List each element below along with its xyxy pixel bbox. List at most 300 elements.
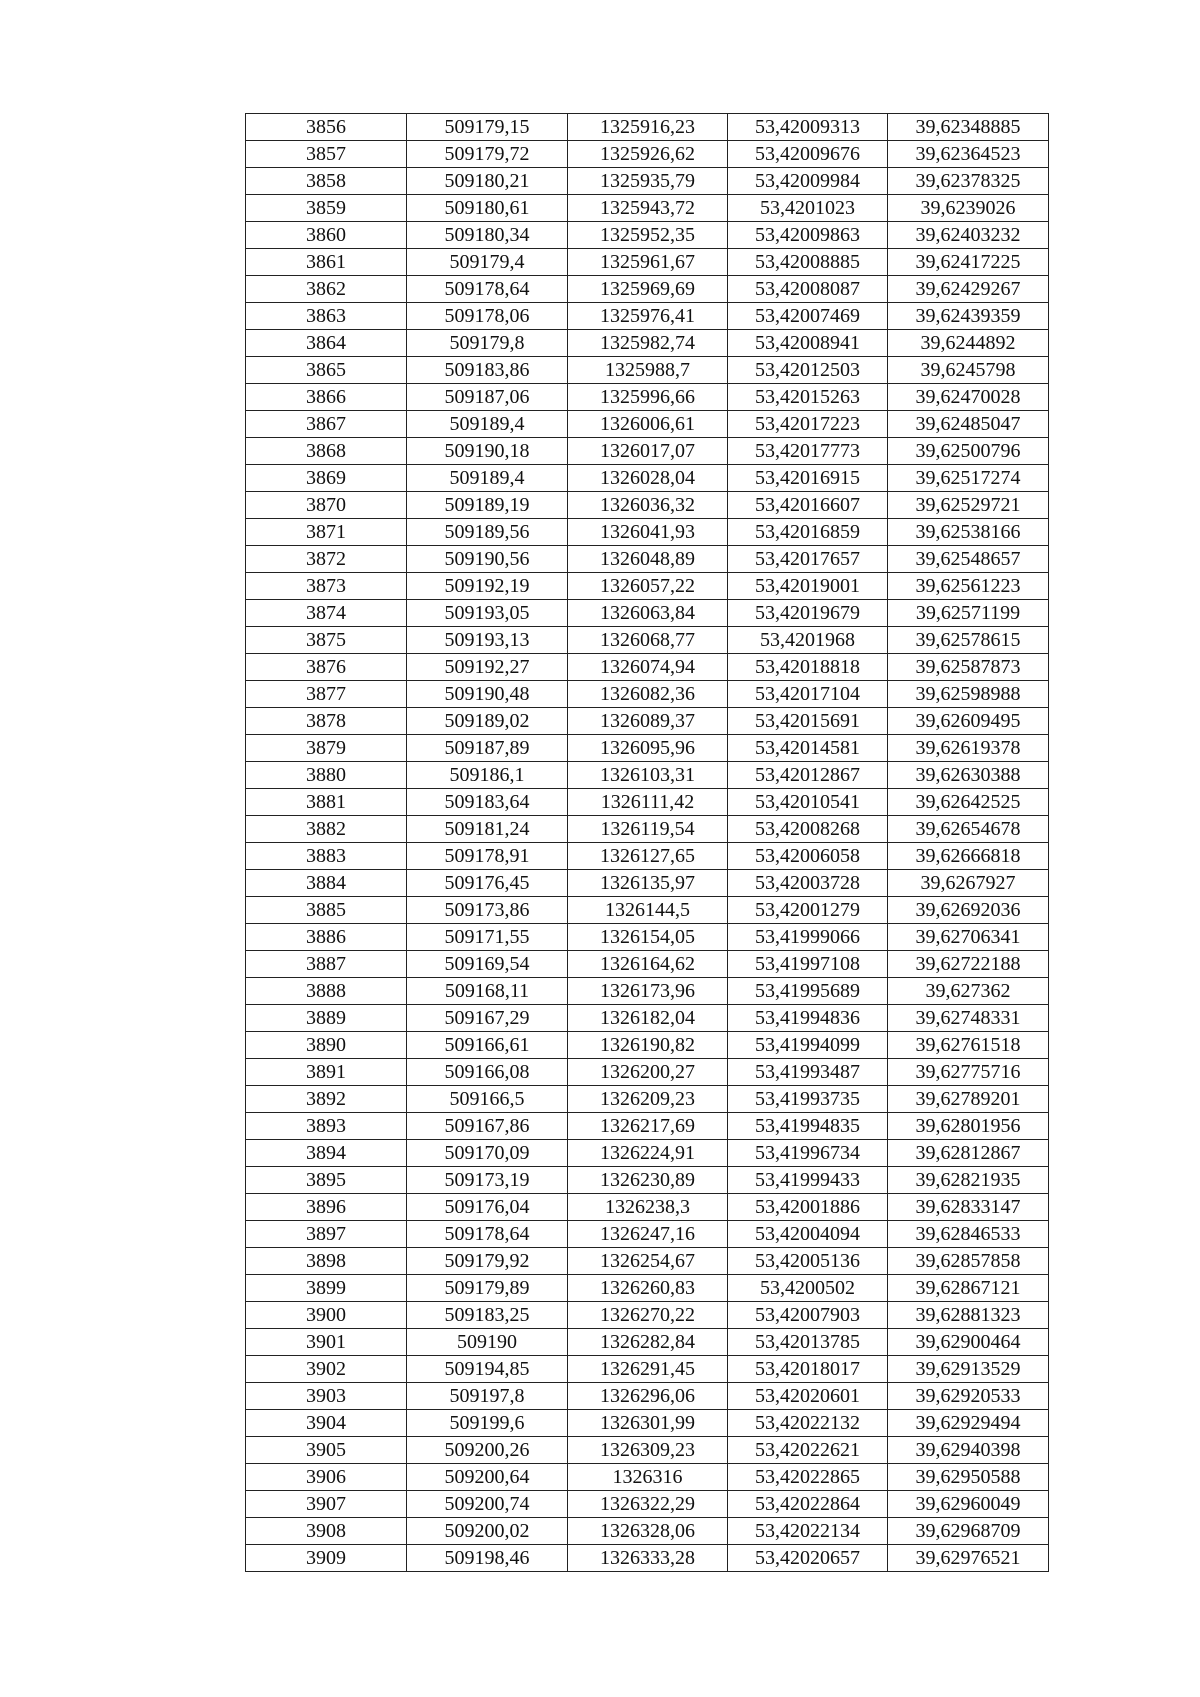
latitude-cell: 53,41993487 [728,1059,888,1086]
point-number-cell: 3876 [246,654,407,681]
x-coordinate-cell: 509166,5 [407,1086,568,1113]
latitude-cell: 53,41994836 [728,1005,888,1032]
x-coordinate-cell: 509189,4 [407,465,568,492]
x-coordinate-cell: 509169,54 [407,951,568,978]
y-coordinate-cell: 1326316 [568,1464,728,1491]
longitude-cell: 39,62609495 [888,708,1049,735]
x-coordinate-cell: 509197,8 [407,1383,568,1410]
y-coordinate-cell: 1326173,96 [568,978,728,1005]
x-coordinate-cell: 509187,89 [407,735,568,762]
latitude-cell: 53,41999066 [728,924,888,951]
x-coordinate-cell: 509200,64 [407,1464,568,1491]
y-coordinate-cell: 1326270,22 [568,1302,728,1329]
longitude-cell: 39,62666818 [888,843,1049,870]
latitude-cell: 53,42010541 [728,789,888,816]
y-coordinate-cell: 1325976,41 [568,303,728,330]
longitude-cell: 39,62960049 [888,1491,1049,1518]
table-row [246,1383,1049,1410]
latitude-cell: 53,4200502 [728,1275,888,1302]
table-row [246,1005,1049,1032]
y-coordinate-cell: 1325952,35 [568,222,728,249]
point-number-cell: 3882 [246,816,407,843]
longitude-cell: 39,62920533 [888,1383,1049,1410]
point-number-cell: 3901 [246,1329,407,1356]
x-coordinate-cell: 509179,72 [407,141,568,168]
y-coordinate-cell: 1326260,83 [568,1275,728,1302]
point-number-cell: 3870 [246,492,407,519]
y-coordinate-cell: 1326103,31 [568,762,728,789]
latitude-cell: 53,42001886 [728,1194,888,1221]
y-coordinate-cell: 1325988,7 [568,357,728,384]
latitude-cell: 53,42020657 [728,1545,888,1572]
point-number-cell: 3863 [246,303,407,330]
latitude-cell: 53,42009313 [728,114,888,141]
table-row [246,1248,1049,1275]
x-coordinate-cell: 509194,85 [407,1356,568,1383]
x-coordinate-cell: 509179,89 [407,1275,568,1302]
x-coordinate-cell: 509199,6 [407,1410,568,1437]
x-coordinate-cell: 509181,24 [407,816,568,843]
x-coordinate-cell: 509179,4 [407,249,568,276]
latitude-cell: 53,42022621 [728,1437,888,1464]
y-coordinate-cell: 1326301,99 [568,1410,728,1437]
point-number-cell: 3908 [246,1518,407,1545]
point-number-cell: 3858 [246,168,407,195]
y-coordinate-cell: 1325969,69 [568,276,728,303]
longitude-cell: 39,627362 [888,978,1049,1005]
x-coordinate-cell: 509193,05 [407,600,568,627]
latitude-cell: 53,42016915 [728,465,888,492]
y-coordinate-cell: 1326217,69 [568,1113,728,1140]
table-row [246,924,1049,951]
table-row [246,573,1049,600]
table-row [246,141,1049,168]
table-row [246,1329,1049,1356]
table-row [246,600,1049,627]
table-row [246,1086,1049,1113]
latitude-cell: 53,42019001 [728,573,888,600]
latitude-cell: 53,42016859 [728,519,888,546]
y-coordinate-cell: 1326154,05 [568,924,728,951]
x-coordinate-cell: 509179,92 [407,1248,568,1275]
point-number-cell: 3869 [246,465,407,492]
y-coordinate-cell: 1326144,5 [568,897,728,924]
table-row [246,870,1049,897]
y-coordinate-cell: 1325935,79 [568,168,728,195]
point-number-cell: 3880 [246,762,407,789]
latitude-cell: 53,42022864 [728,1491,888,1518]
point-number-cell: 3868 [246,438,407,465]
x-coordinate-cell: 509171,55 [407,924,568,951]
table-row [246,789,1049,816]
table-row [246,195,1049,222]
x-coordinate-cell: 509167,29 [407,1005,568,1032]
longitude-cell: 39,6267927 [888,870,1049,897]
x-coordinate-cell: 509166,08 [407,1059,568,1086]
table-row [246,1491,1049,1518]
y-coordinate-cell: 1325961,67 [568,249,728,276]
table-row [246,897,1049,924]
longitude-cell: 39,62630388 [888,762,1049,789]
point-number-cell: 3885 [246,897,407,924]
latitude-cell: 53,42008885 [728,249,888,276]
table-row [246,249,1049,276]
latitude-cell: 53,42012867 [728,762,888,789]
latitude-cell: 53,42013785 [728,1329,888,1356]
y-coordinate-cell: 1326164,62 [568,951,728,978]
latitude-cell: 53,42001279 [728,897,888,924]
latitude-cell: 53,41993735 [728,1086,888,1113]
y-coordinate-cell: 1326322,29 [568,1491,728,1518]
latitude-cell: 53,42007903 [728,1302,888,1329]
longitude-cell: 39,62587873 [888,654,1049,681]
latitude-cell: 53,42006058 [728,843,888,870]
point-number-cell: 3904 [246,1410,407,1437]
x-coordinate-cell: 509166,61 [407,1032,568,1059]
longitude-cell: 39,6245798 [888,357,1049,384]
latitude-cell: 53,42014581 [728,735,888,762]
coordinates-table-body [246,114,1049,1572]
point-number-cell: 3871 [246,519,407,546]
table-row [246,1167,1049,1194]
point-number-cell: 3865 [246,357,407,384]
longitude-cell: 39,62619378 [888,735,1049,762]
latitude-cell: 53,42017773 [728,438,888,465]
y-coordinate-cell: 1326135,97 [568,870,728,897]
y-coordinate-cell: 1326063,84 [568,600,728,627]
x-coordinate-cell: 509190 [407,1329,568,1356]
point-number-cell: 3905 [246,1437,407,1464]
x-coordinate-cell: 509176,04 [407,1194,568,1221]
latitude-cell: 53,4201023 [728,195,888,222]
y-coordinate-cell: 1326089,37 [568,708,728,735]
x-coordinate-cell: 509178,91 [407,843,568,870]
x-coordinate-cell: 509192,19 [407,573,568,600]
point-number-cell: 3872 [246,546,407,573]
y-coordinate-cell: 1326017,07 [568,438,728,465]
table-row [246,1140,1049,1167]
latitude-cell: 53,42008087 [728,276,888,303]
latitude-cell: 53,42009863 [728,222,888,249]
longitude-cell: 39,62881323 [888,1302,1049,1329]
x-coordinate-cell: 509200,26 [407,1437,568,1464]
point-number-cell: 3859 [246,195,407,222]
longitude-cell: 39,62364523 [888,141,1049,168]
point-number-cell: 3903 [246,1383,407,1410]
longitude-cell: 39,62775716 [888,1059,1049,1086]
x-coordinate-cell: 509176,45 [407,870,568,897]
table-row [246,1302,1049,1329]
latitude-cell: 53,41996734 [728,1140,888,1167]
latitude-cell: 53,42012503 [728,357,888,384]
x-coordinate-cell: 509173,86 [407,897,568,924]
longitude-cell: 39,62578615 [888,627,1049,654]
longitude-cell: 39,62378325 [888,168,1049,195]
table-row [246,1518,1049,1545]
point-number-cell: 3894 [246,1140,407,1167]
x-coordinate-cell: 509190,18 [407,438,568,465]
longitude-cell: 39,62722188 [888,951,1049,978]
x-coordinate-cell: 509189,4 [407,411,568,438]
longitude-cell: 39,62529721 [888,492,1049,519]
y-coordinate-cell: 1326182,04 [568,1005,728,1032]
longitude-cell: 39,62538166 [888,519,1049,546]
latitude-cell: 53,42005136 [728,1248,888,1275]
y-coordinate-cell: 1325982,74 [568,330,728,357]
longitude-cell: 39,62485047 [888,411,1049,438]
longitude-cell: 39,62976521 [888,1545,1049,1572]
table-row [246,1464,1049,1491]
y-coordinate-cell: 1326127,65 [568,843,728,870]
latitude-cell: 53,42003728 [728,870,888,897]
y-coordinate-cell: 1326111,42 [568,789,728,816]
table-row [246,438,1049,465]
point-number-cell: 3857 [246,141,407,168]
x-coordinate-cell: 509178,06 [407,303,568,330]
point-number-cell: 3878 [246,708,407,735]
y-coordinate-cell: 1326238,3 [568,1194,728,1221]
table-row [246,303,1049,330]
table-row [246,411,1049,438]
point-number-cell: 3864 [246,330,407,357]
table-row [246,1032,1049,1059]
point-number-cell: 3898 [246,1248,407,1275]
y-coordinate-cell: 1325916,23 [568,114,728,141]
longitude-cell: 39,62748331 [888,1005,1049,1032]
y-coordinate-cell: 1326028,04 [568,465,728,492]
y-coordinate-cell: 1326224,91 [568,1140,728,1167]
table-row [246,627,1049,654]
latitude-cell: 53,42009676 [728,141,888,168]
x-coordinate-cell: 509192,27 [407,654,568,681]
point-number-cell: 3877 [246,681,407,708]
latitude-cell: 53,42004094 [728,1221,888,1248]
y-coordinate-cell: 1326291,45 [568,1356,728,1383]
longitude-cell: 39,62654678 [888,816,1049,843]
latitude-cell: 53,4201968 [728,627,888,654]
y-coordinate-cell: 1326230,89 [568,1167,728,1194]
point-number-cell: 3861 [246,249,407,276]
latitude-cell: 53,42019679 [728,600,888,627]
y-coordinate-cell: 1326247,16 [568,1221,728,1248]
longitude-cell: 39,62789201 [888,1086,1049,1113]
x-coordinate-cell: 509190,48 [407,681,568,708]
longitude-cell: 39,62548657 [888,546,1049,573]
longitude-cell: 39,62846533 [888,1221,1049,1248]
longitude-cell: 39,62561223 [888,573,1049,600]
point-number-cell: 3909 [246,1545,407,1572]
x-coordinate-cell: 509170,09 [407,1140,568,1167]
longitude-cell: 39,62929494 [888,1410,1049,1437]
longitude-cell: 39,62801956 [888,1113,1049,1140]
longitude-cell: 39,62571199 [888,600,1049,627]
x-coordinate-cell: 509180,61 [407,195,568,222]
latitude-cell: 53,42022865 [728,1464,888,1491]
y-coordinate-cell: 1326333,28 [568,1545,728,1572]
y-coordinate-cell: 1326254,67 [568,1248,728,1275]
latitude-cell: 53,42022134 [728,1518,888,1545]
y-coordinate-cell: 1326006,61 [568,411,728,438]
longitude-cell: 39,62470028 [888,384,1049,411]
point-number-cell: 3889 [246,1005,407,1032]
table-row [246,1437,1049,1464]
y-coordinate-cell: 1325996,66 [568,384,728,411]
point-number-cell: 3907 [246,1491,407,1518]
longitude-cell: 39,62706341 [888,924,1049,951]
latitude-cell: 53,42015691 [728,708,888,735]
x-coordinate-cell: 509183,64 [407,789,568,816]
table-row [246,681,1049,708]
table-row [246,1113,1049,1140]
x-coordinate-cell: 509179,15 [407,114,568,141]
table-row [246,492,1049,519]
y-coordinate-cell: 1326282,84 [568,1329,728,1356]
x-coordinate-cell: 509180,34 [407,222,568,249]
x-coordinate-cell: 509189,19 [407,492,568,519]
y-coordinate-cell: 1326036,32 [568,492,728,519]
x-coordinate-cell: 509198,46 [407,1545,568,1572]
y-coordinate-cell: 1326074,94 [568,654,728,681]
point-number-cell: 3900 [246,1302,407,1329]
x-coordinate-cell: 509173,19 [407,1167,568,1194]
x-coordinate-cell: 509200,74 [407,1491,568,1518]
point-number-cell: 3862 [246,276,407,303]
y-coordinate-cell: 1326209,23 [568,1086,728,1113]
longitude-cell: 39,62867121 [888,1275,1049,1302]
x-coordinate-cell: 509190,56 [407,546,568,573]
longitude-cell: 39,62968709 [888,1518,1049,1545]
point-number-cell: 3906 [246,1464,407,1491]
latitude-cell: 53,42008268 [728,816,888,843]
y-coordinate-cell: 1326190,82 [568,1032,728,1059]
table-row [246,951,1049,978]
point-number-cell: 3879 [246,735,407,762]
longitude-cell: 39,62403232 [888,222,1049,249]
y-coordinate-cell: 1326200,27 [568,1059,728,1086]
y-coordinate-cell: 1326095,96 [568,735,728,762]
longitude-cell: 39,62833147 [888,1194,1049,1221]
coordinates-table [245,113,1049,1572]
table-row [246,1410,1049,1437]
table-row [246,1194,1049,1221]
x-coordinate-cell: 509168,11 [407,978,568,1005]
longitude-cell: 39,62517274 [888,465,1049,492]
table-row [246,708,1049,735]
latitude-cell: 53,42009984 [728,168,888,195]
y-coordinate-cell: 1326068,77 [568,627,728,654]
point-number-cell: 3887 [246,951,407,978]
point-number-cell: 3895 [246,1167,407,1194]
point-number-cell: 3886 [246,924,407,951]
table-row [246,843,1049,870]
point-number-cell: 3884 [246,870,407,897]
longitude-cell: 39,6244892 [888,330,1049,357]
x-coordinate-cell: 509183,86 [407,357,568,384]
longitude-cell: 39,62857858 [888,1248,1049,1275]
latitude-cell: 53,42008941 [728,330,888,357]
point-number-cell: 3856 [246,114,407,141]
longitude-cell: 39,62940398 [888,1437,1049,1464]
latitude-cell: 53,41997108 [728,951,888,978]
table-row [246,519,1049,546]
point-number-cell: 3896 [246,1194,407,1221]
latitude-cell: 53,42018818 [728,654,888,681]
x-coordinate-cell: 509179,8 [407,330,568,357]
table-row [246,330,1049,357]
longitude-cell: 39,62900464 [888,1329,1049,1356]
table-row [246,357,1049,384]
y-coordinate-cell: 1326119,54 [568,816,728,843]
latitude-cell: 53,41994835 [728,1113,888,1140]
table-row [246,546,1049,573]
point-number-cell: 3866 [246,384,407,411]
latitude-cell: 53,42017657 [728,546,888,573]
table-row [246,1221,1049,1248]
point-number-cell: 3873 [246,573,407,600]
longitude-cell: 39,62821935 [888,1167,1049,1194]
x-coordinate-cell: 509180,21 [407,168,568,195]
longitude-cell: 39,62692036 [888,897,1049,924]
x-coordinate-cell: 509178,64 [407,1221,568,1248]
table-row [246,384,1049,411]
point-number-cell: 3892 [246,1086,407,1113]
longitude-cell: 39,62761518 [888,1032,1049,1059]
point-number-cell: 3899 [246,1275,407,1302]
point-number-cell: 3890 [246,1032,407,1059]
point-number-cell: 3883 [246,843,407,870]
y-coordinate-cell: 1326328,06 [568,1518,728,1545]
x-coordinate-cell: 509189,02 [407,708,568,735]
x-coordinate-cell: 509189,56 [407,519,568,546]
latitude-cell: 53,42020601 [728,1383,888,1410]
table-row [246,114,1049,141]
longitude-cell: 39,62429267 [888,276,1049,303]
longitude-cell: 39,6239026 [888,195,1049,222]
y-coordinate-cell: 1326057,22 [568,573,728,600]
table-row [246,276,1049,303]
longitude-cell: 39,62348885 [888,114,1049,141]
table-row [246,222,1049,249]
table-row [246,1356,1049,1383]
longitude-cell: 39,62500796 [888,438,1049,465]
latitude-cell: 53,42015263 [728,384,888,411]
point-number-cell: 3875 [246,627,407,654]
y-coordinate-cell: 1325943,72 [568,195,728,222]
y-coordinate-cell: 1326309,23 [568,1437,728,1464]
longitude-cell: 39,62913529 [888,1356,1049,1383]
x-coordinate-cell: 509186,1 [407,762,568,789]
point-number-cell: 3888 [246,978,407,1005]
point-number-cell: 3860 [246,222,407,249]
point-number-cell: 3874 [246,600,407,627]
longitude-cell: 39,62439359 [888,303,1049,330]
latitude-cell: 53,41995689 [728,978,888,1005]
latitude-cell: 53,42018017 [728,1356,888,1383]
y-coordinate-cell: 1326041,93 [568,519,728,546]
x-coordinate-cell: 509187,06 [407,384,568,411]
table-row [246,1275,1049,1302]
x-coordinate-cell: 509167,86 [407,1113,568,1140]
latitude-cell: 53,42007469 [728,303,888,330]
point-number-cell: 3893 [246,1113,407,1140]
point-number-cell: 3867 [246,411,407,438]
latitude-cell: 53,41994099 [728,1032,888,1059]
table-row [246,816,1049,843]
y-coordinate-cell: 1326048,89 [568,546,728,573]
point-number-cell: 3902 [246,1356,407,1383]
point-number-cell: 3881 [246,789,407,816]
table-row [246,465,1049,492]
